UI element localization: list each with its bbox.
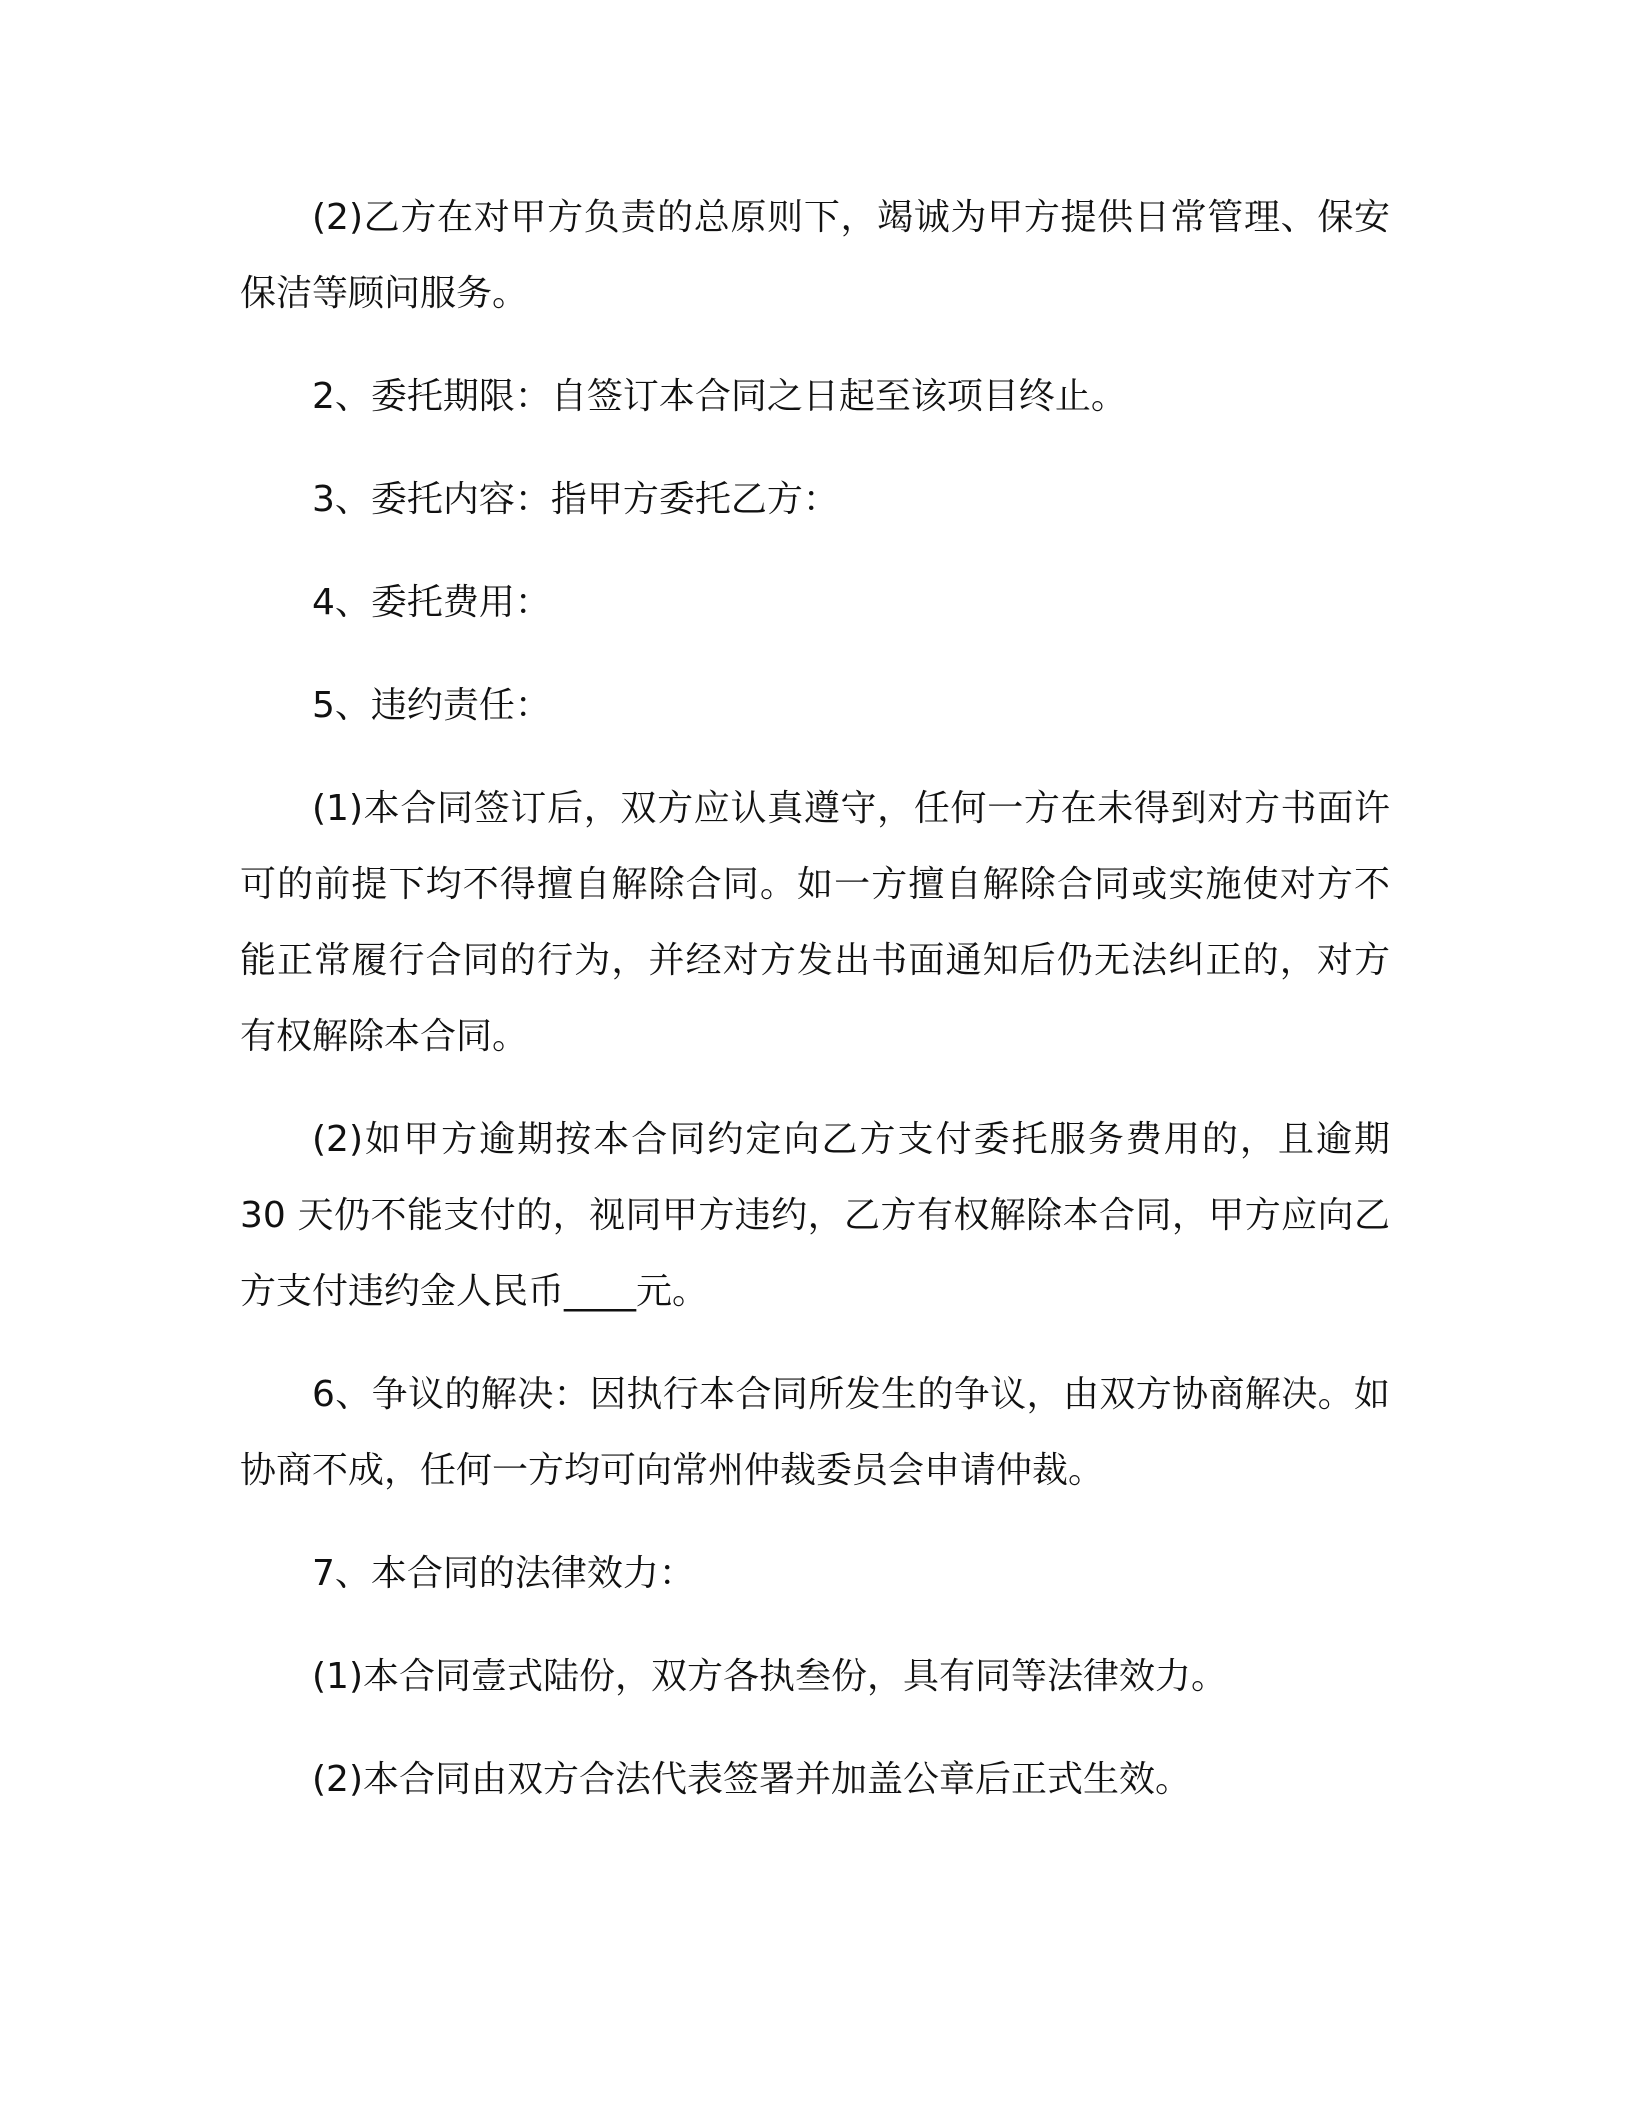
paragraph-term: 2、委托期限：自签订本合同之日起至该项目终止。 — [312, 376, 1127, 417]
paragraph-legal-effect-1: (1)本合同壹式陆份，双方各执叁份，具有同等法律效力。 — [312, 1656, 1227, 1697]
paragraph-breach-heading: 5、违约责任： — [312, 685, 551, 726]
paragraph-legal-effect-heading: 7、本合同的法律效力： — [312, 1553, 695, 1594]
paragraph-content: 3、委托内容：指甲方委托乙方： — [312, 479, 839, 520]
document-body — [240, 180, 1390, 1845]
paragraph-legal-effect-2: (2)本合同由双方合法代表签署并加盖公章后正式生效。 — [312, 1759, 1191, 1800]
paragraph-service-scope: (2)乙方在对甲方负责的总原则下，竭诚为甲方提供日常管理、保安保洁等顾问服务。 — [240, 197, 1390, 314]
paragraph-breach-2: (2)如甲方逾期按本合同约定向乙方支付委托服务费用的，且逾期 30 天仍不能支付的，视同甲方违约，乙方有权解除本合同，甲方应向乙方支付违约金人民币____元。 — [240, 1119, 1390, 1312]
paragraph-fee: 4、委托费用： — [312, 582, 551, 623]
paragraph-dispute: 6、争议的解决：因执行本合同所发生的争议，由双方协商解决。如协商不成，任何一方均可向常州仲裁委员会申请仲裁。 — [240, 1374, 1390, 1491]
paragraph-breach-1: (1)本合同签订后，双方应认真遵守，任何一方在未得到对方书面许可的前提下均不得擅自解除合同。如一方擅自解除合同或实施使对方不能正常履行合同的行为，并经对方发出书面通知后仍无法纠正的，对方有权解除本合同。 — [240, 788, 1390, 1057]
